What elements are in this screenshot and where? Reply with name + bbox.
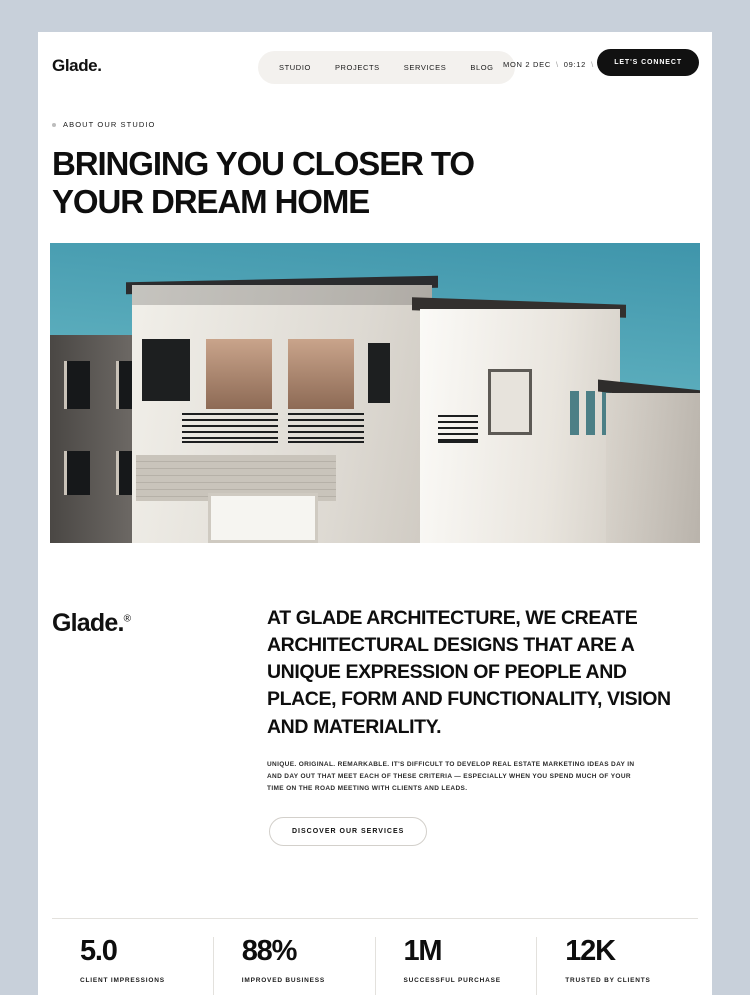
meta-date: MON 2 DEC xyxy=(503,60,551,69)
window-recess xyxy=(142,339,190,401)
balcony-railing-mid xyxy=(288,413,364,443)
balcony-railing-left xyxy=(182,413,278,443)
hero-title xyxy=(52,145,698,222)
brand-wordmark-text: Glade. xyxy=(52,608,124,637)
hero-image xyxy=(50,243,700,543)
about-headline: AT GLADE ARCHITECTURE, WE CREATE ARCHITECTURAL DESIGNS THAT ARE A UNIQUE EXPRESSION OF PEOPLE AND PLACE, FORM AND FUNCTIONALITY, VISION AND MATERIALITY. xyxy=(267,606,671,738)
stat-item xyxy=(213,937,375,995)
stat-label: TRUSTED BY CLIENTS xyxy=(565,977,651,985)
stat-label: SUCCESSFUL PURCHASE xyxy=(403,977,501,985)
discover-services-button[interactable]: DISCOVER OUR SERVICES xyxy=(269,817,427,846)
bullet-dot-icon xyxy=(52,123,56,127)
stat-value: 12K xyxy=(565,935,615,968)
meta-separator-1: \ xyxy=(555,60,559,69)
about-section xyxy=(38,543,712,847)
hero-eyebrow xyxy=(52,120,698,129)
stat-label: CLIENT IMPRESSIONS xyxy=(80,977,165,985)
about-brand-column xyxy=(52,605,267,847)
about-paragraph: UNIQUE. ORIGINAL. REMARKABLE. IT'S DIFFICULT TO DEVELOP REAL ESTATE MARKETING IDEAS DAY IN AND DAY OUT THAT MEET EACH OF THESE CRITERIA — ESPECIALLY WHEN YOU SPEND MUCH OF YOUR TIME ON THE ROAD MEETING WITH CLIENTS AND LEADS. xyxy=(267,761,635,793)
stat-value: 5.0 xyxy=(80,935,117,968)
about-content-column xyxy=(267,605,698,847)
right-window xyxy=(488,369,532,435)
hero-section xyxy=(38,100,712,222)
nav-item-projects[interactable]: PROJECTS xyxy=(334,63,380,72)
window-recess-warm-2 xyxy=(288,339,354,409)
stat-value: 1M xyxy=(403,935,442,968)
stat-value: 88% xyxy=(241,935,297,968)
registered-mark-icon: ® xyxy=(123,613,131,625)
meta-time: 09:12 xyxy=(563,60,587,69)
nav-item-studio[interactable]: STUDIO xyxy=(279,63,311,72)
stat-item xyxy=(375,937,537,995)
site-logo[interactable]: Glade. xyxy=(52,56,102,75)
teal-accent-2 xyxy=(586,391,595,435)
meta-separator-2: \ xyxy=(591,60,594,69)
hero-eyebrow-label: ABOUT OUR STUDIO xyxy=(63,120,156,129)
right-balcony-railing xyxy=(438,415,478,443)
stats-divider xyxy=(52,918,698,919)
window-recess-warm xyxy=(206,339,272,409)
stat-item xyxy=(52,937,213,995)
hero-title-line-2: YOUR DREAM HOME xyxy=(52,183,370,221)
stat-item xyxy=(536,937,698,995)
far-building xyxy=(606,393,700,543)
stat-label: IMPROVED BUSINESS xyxy=(241,977,326,985)
teal-accent-1 xyxy=(570,391,579,435)
site-header xyxy=(38,32,712,100)
stats-section xyxy=(38,937,712,995)
nav-item-services[interactable]: SERVICES xyxy=(403,63,447,72)
window-recess-narrow xyxy=(368,343,390,403)
nav-item-blog[interactable]: BLOG xyxy=(470,63,494,72)
hero-title-line-1: BRINGING YOU CLOSER TO xyxy=(52,145,474,182)
lets-connect-button[interactable]: LET'S CONNECT xyxy=(597,49,699,76)
website-canvas xyxy=(38,32,712,995)
garage-door xyxy=(208,493,318,543)
brand-wordmark xyxy=(52,609,130,638)
primary-nav xyxy=(258,51,515,84)
main-building-shadow xyxy=(132,285,432,305)
